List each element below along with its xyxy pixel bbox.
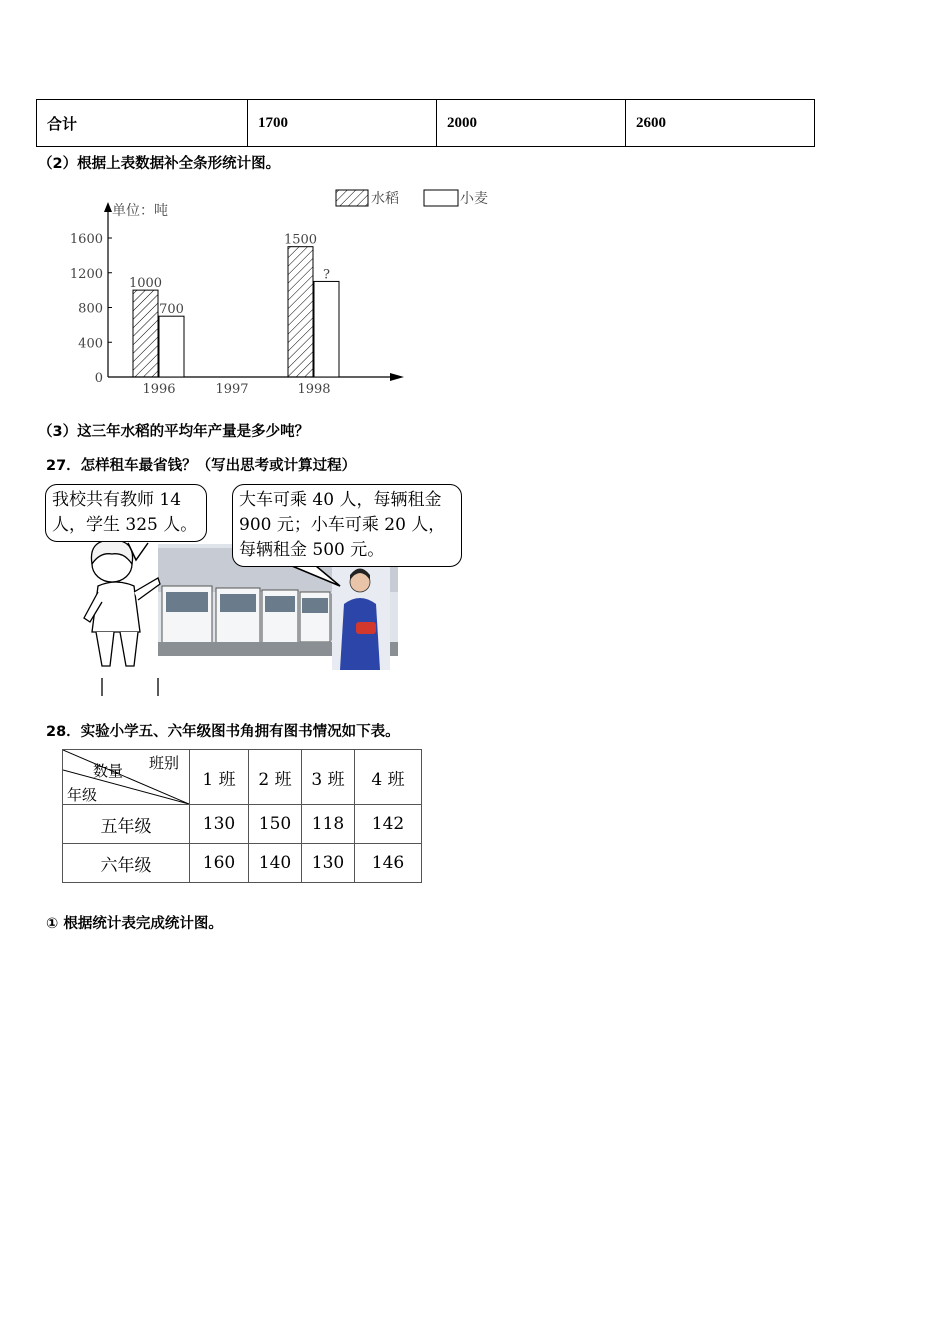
question-2-text: （2）根据上表数据补全条形统计图。 xyxy=(38,156,281,172)
y-axis-arrow xyxy=(104,202,112,212)
y-tick-label: 0 xyxy=(94,371,103,386)
chart-unit-label: 单位：吨 xyxy=(112,203,168,219)
bar-小麦-1998 xyxy=(314,281,339,377)
total-table xyxy=(36,99,815,147)
total-row xyxy=(37,100,815,147)
row-label-grade6: 六年级 xyxy=(63,844,190,883)
cell-grade6-class1: 160 xyxy=(190,844,249,883)
col-header-1: 1 班 xyxy=(190,750,249,805)
diagonal-header-cell xyxy=(63,750,190,805)
row-label-grade5: 五年级 xyxy=(63,805,190,844)
x-tick-label: 1996 xyxy=(142,382,176,397)
header-class: 班别 xyxy=(148,754,179,772)
chart-legend xyxy=(336,190,488,207)
total-label: 合计 xyxy=(37,100,248,147)
guide-bag xyxy=(356,622,376,634)
legend-swatch-rice xyxy=(336,190,368,206)
data-label: 1000 xyxy=(128,276,163,292)
cell-grade5-class2: 150 xyxy=(249,805,302,844)
guide-speech-bubble: 大车可乘 40 人，每辆租金 900 元；小车可乘 20 人，每辆租金 500 元。 xyxy=(232,484,462,567)
y-tick-label: 400 xyxy=(78,336,103,352)
bar-水稻-1996 xyxy=(133,290,158,377)
legend-label-rice: 水稻 xyxy=(371,191,399,207)
legend-swatch-wheat xyxy=(424,190,458,206)
table-row xyxy=(63,844,422,883)
cell-grade5-class4: 142 xyxy=(355,805,422,844)
col-header-2: 2 班 xyxy=(249,750,302,805)
col-header-3: 3 班 xyxy=(302,750,355,805)
y-tick-label: 1600 xyxy=(69,232,103,247)
question-27-text: 27．怎样租车最省钱？（写出思考或计算过程） xyxy=(46,458,357,474)
total-value-2: 2000 xyxy=(437,100,626,147)
cell-grade5-class1: 130 xyxy=(190,805,249,844)
table-row xyxy=(63,805,422,844)
cell-grade6-class2: 140 xyxy=(249,844,302,883)
data-label: ? xyxy=(323,267,330,283)
grade-table-header-row xyxy=(63,750,422,805)
bar-小麦-1996 xyxy=(159,316,184,377)
header-quantity: 数量 xyxy=(93,762,124,780)
data-label: 700 xyxy=(159,302,184,318)
teacher-speech-bubble: 我校共有教师 14 人，学生 325 人。 xyxy=(45,484,207,542)
y-tick-label: 1200 xyxy=(69,266,103,282)
header-grade: 年级 xyxy=(67,786,98,804)
cell-grade6-class4: 146 xyxy=(355,844,422,883)
teacher-cartoon xyxy=(84,540,160,696)
total-value-3: 2600 xyxy=(626,100,815,147)
col-header-4: 4 班 xyxy=(355,750,422,805)
bar-chart xyxy=(60,180,500,398)
cell-grade5-class3: 118 xyxy=(302,805,355,844)
legend-label-wheat: 小麦 xyxy=(460,191,488,207)
x-tick-label: 1998 xyxy=(297,382,331,397)
chart-ticks xyxy=(70,232,112,386)
bar-水稻-1998 xyxy=(288,247,313,377)
question-28-text: 28．实验小学五、六年级图书角拥有图书情况如下表。 xyxy=(46,724,400,740)
grade-book-table xyxy=(62,749,422,883)
y-tick-label: 800 xyxy=(78,301,103,317)
data-label: 1500 xyxy=(283,232,318,248)
x-axis-arrow xyxy=(390,373,404,381)
x-tick-label: 1997 xyxy=(215,382,249,397)
question-3-text: （3）这三年水稻的平均年产量是多少吨？ xyxy=(38,424,310,440)
total-value-1: 1700 xyxy=(248,100,437,147)
cell-grade6-class3: 130 xyxy=(302,844,355,883)
rental-illustration xyxy=(40,482,470,696)
question-28-sub1: ① 根据统计表完成统计图。 xyxy=(46,916,223,932)
